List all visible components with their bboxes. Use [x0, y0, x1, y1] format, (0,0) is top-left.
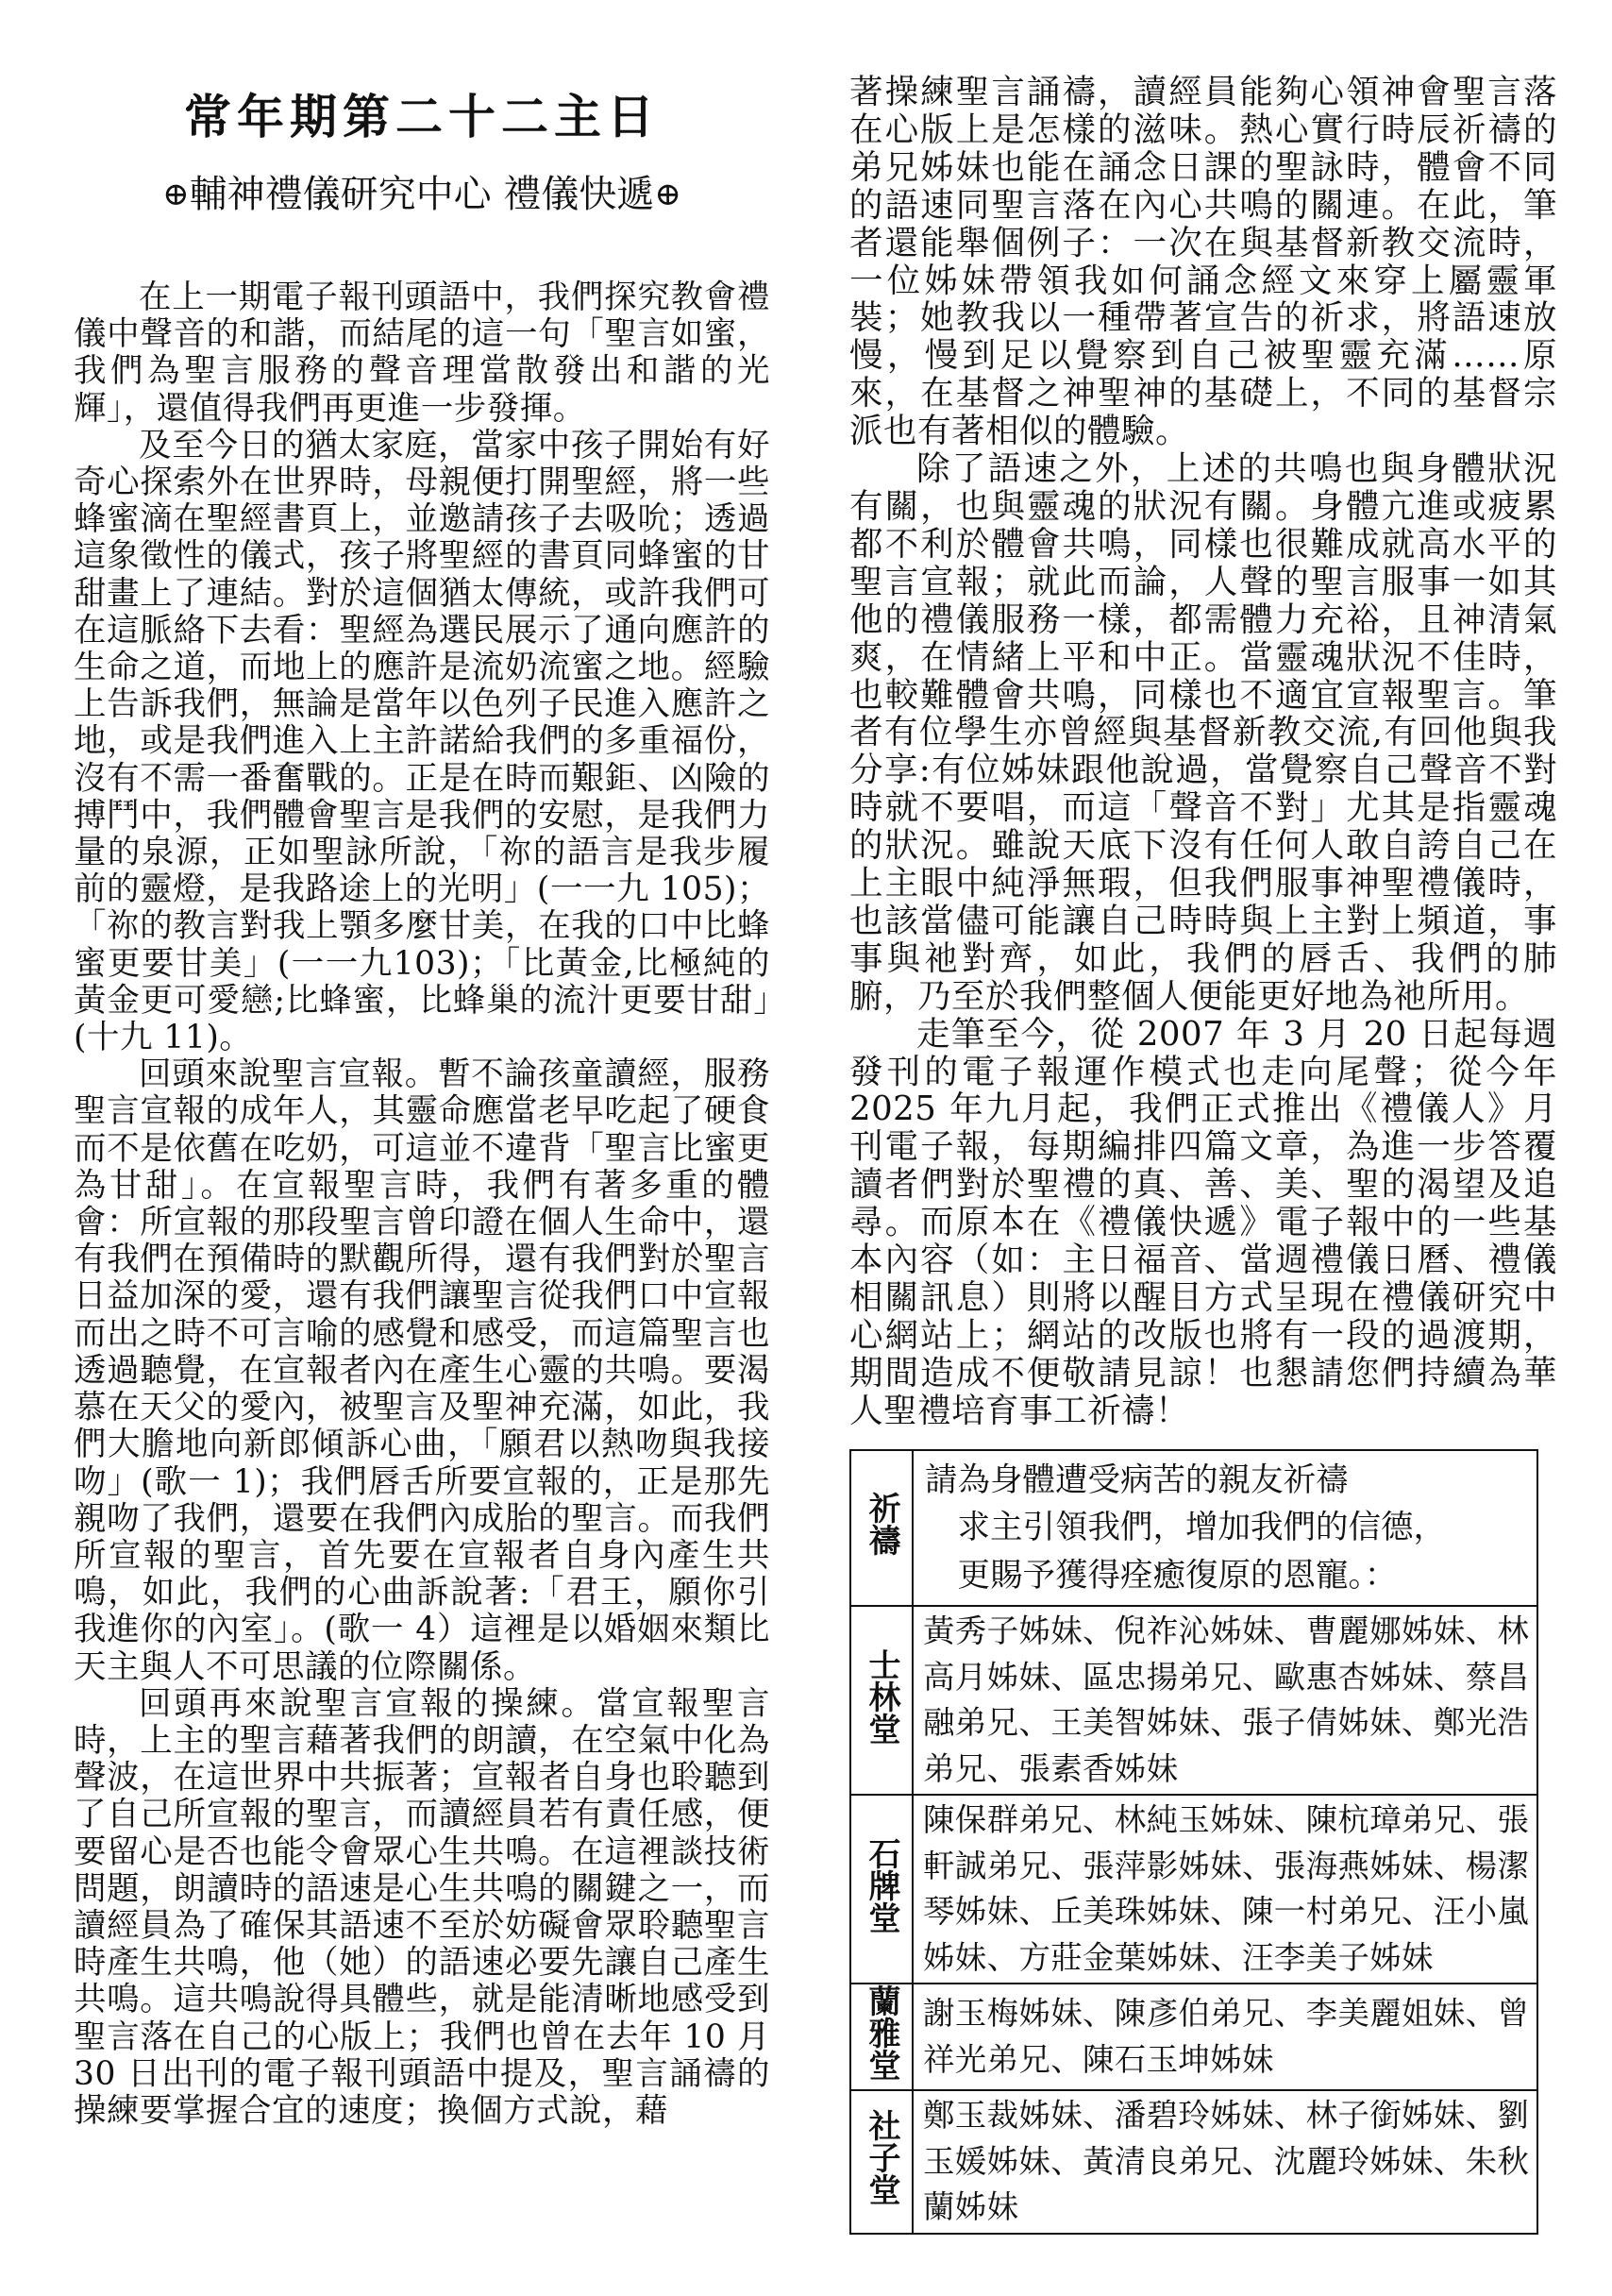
prayer-table: [849, 1449, 1538, 2235]
prayer-intro-line: 更賜予獲得痊癒復原的恩寵。：: [957, 1556, 1398, 1595]
church-name: 社子堂: [863, 2109, 900, 2206]
church-prayer-names: 謝玉梅姊妹、陳彥伯弟兄、李美麗姐妹、曾祥光弟兄、陳石玉坤姊妹: [913, 1984, 1537, 2090]
church-name-cell: [850, 2090, 913, 2234]
article-paragraph: 走筆至今，從 2007 年 3 月 20 日起每週發刊的電子報運作模式也走向尾聲；從今年 2025 年九月起，我們正式推出《禮儀人》月刊電子報，每期編排四篇文章，為進一步答覆讀者們對於聖禮的真、善、美、聖的渴望及追尋。而原本在《禮儀快遞》電子報中的一些基本內容（如：主日福音、當週禮儀日曆、禮儀相關訊息）則將以醒目方式呈現在禮儀研究中心網站上；網站的改版也將有一段的過渡期，期間造成不便敬請見諒！也懇請您們持續為華人聖禮培育事工祈禱！: [849, 1014, 1557, 1430]
church-row: [850, 2090, 1537, 2234]
prayer-label-text: 祈禱: [863, 1491, 900, 1556]
church-name-cell: [850, 1795, 913, 1984]
page-title: 常年期第二十二主日: [184, 89, 660, 144]
left-column: [74, 83, 770, 2130]
prayer-intro-line: 請為身體遭受病苦的親友祈禱: [925, 1460, 1349, 1499]
church-name-cell: [850, 1984, 913, 2090]
cross-circle-icon: ⊕: [654, 176, 681, 213]
church-row: [850, 1795, 1537, 1984]
church-name-cell: [850, 1606, 913, 1795]
church-name: 蘭雅堂: [863, 1984, 900, 2082]
article-paragraph: 回頭來說聖言宣報。暫不論孩童讀經，服務聖言宣報的成年人，其靈命應當老早吃起了硬食而不是依舊在吃奶，可這並不違背「聖言比蜜更為甘甜」。在宣報聖言時，我們有著多重的體會：所宣報的那段聖言曾印證在個人生命中，還有我們在預備時的默觀所得，還有我們對於聖言日益加深的愛，還有我們讓聖言從我們口中宣報而出之時不可言喻的感覺和感受，而這篇聖言也透過聽覺，在宣報者內在產生心靈的共鳴。要渴慕在天父的愛內，被聖言及聖神充滿，如此，我們大膽地向新郎傾訴心曲，「願君以熱吻與我接吻」(歌一 1)；我們唇舌所要宣報的，正是那先親吻了我們，還要在我們內成胎的聖言。而我們所宣報的聖言，首先要在宣報者自身內產生共鳴，如此，我們的心曲訴說著:「君王，願你引我進你的內室」。(歌一 4）這裡是以婚姻來類比天主與人不可思議的位際關係。: [74, 1055, 770, 1686]
page-subtitle: [74, 166, 770, 223]
article-body-right: [849, 74, 1557, 1430]
church-prayer-names: 陳保群弟兄、林純玉姊妹、陳杭璋弟兄、張軒誠弟兄、張萍影姊妹、張海燕姊妹、楊潔琴姊妹、丘美珠姊妹、陳一村弟兄、汪小嵐姊妹、方莊金葉姊妹、汪李美子姊妹: [913, 1795, 1537, 1984]
prayer-intro: [913, 1450, 1537, 1607]
church-row: [850, 1984, 1537, 2090]
article-paragraph: 著操練聖言誦禱，讀經員能夠心領神會聖言落在心版上是怎樣的滋味。熱心實行時辰祈禱的弟兄姊妹也能在誦念日課的聖詠時，體會不同的語速同聖言落在內心共鳴的關連。在此，筆者還能舉個例子：一次在與基督新教交流時，一位姊妹帶領我如何誦念經文來穿上屬靈軍裝；她教我以一種帶著宣告的祈求，將語速放慢，慢到足以覺察到自己被聖靈充滿……原來，在基督之神聖神的基礎上，不同的基督宗派也有著相似的體驗。: [849, 73, 1557, 451]
right-column: [849, 74, 1557, 2235]
cross-circle-icon: ⊕: [162, 176, 190, 213]
article-body-left: [74, 279, 770, 2130]
article-paragraph: 除了語速之外，上述的共鳴也與身體狀況有關，也與靈魂的狀況有關。身體亢進或疲累都不利於體會共鳴，同樣也很難成就高水平的聖言宣報；就此而論，人聲的聖言服事一如其他的禮儀服務一樣，都需體力充裕，且神清氣爽，在情緒上平和中正。當靈魂狀況不佳時，也較難體會共鳴，同樣也不適宜宣報聖言。筆者有位學生亦曾經與基督新教交流,有回他與我分享:有位姊妹跟他說過，當覺察自己聲音不對時就不要唱，而這「聲音不對」尤其是指靈魂的狀況。雖說天底下沒有任何人敢自誇自己在上主眼中純淨無瑕，但我們服事神聖禮儀時，也該當儘可能讓自己時時與上主對上頻道，事事與祂對齊，如此，我們的唇舌、我們的肺腑，乃至於我們整個人便能更好地為祂所用。: [849, 449, 1557, 1016]
church-prayer-names: 鄭玉裁姊妹、潘碧玲姊妹、林子銜姊妹、劉玉媛姊妹、黃清良弟兄、沈麗玲姊妹、朱秋蘭姊妹: [913, 2090, 1537, 2234]
subtitle-text: 輔神禮儀研究中心 禮儀快遞: [189, 173, 655, 216]
church-prayer-names: 黃秀子姊妹、倪祚沁姊妹、曹麗娜姊妹、林高月姊妹、區忠揚弟兄、歐惠杏姊妹、蔡昌融弟兄、王美智姊妹、張子倩姊妹、鄭光浩弟兄、張素香姊妹: [913, 1606, 1537, 1795]
article-paragraph: 及至今日的猶太家庭，當家中孩子開始有好奇心探索外在世界時，母親便打開聖經，將一些蜂蜜滴在聖經書頁上，並邀請孩子去吸吮；透過這象徵性的儀式，孩子將聖經的書頁同蜂蜜的甘甜畫上了連結。對於這個猶太傳統，或許我們可在這脈絡下去看：聖經為選民展示了通向應許的生命之道，而地上的應許是流奶流蜜之地。經驗上告訴我們，無論是當年以色列子民進入應許之地，或是我們進入上主許諾給我們的多重福份，沒有不需一番奮戰的。正是在時而艱鉅、凶險的搏鬥中，我們體會聖言是我們的安慰，是我們力量的泉源，正如聖詠所說，「祢的語言是我步履前的靈燈，是我路途上的光明」(一一九 105)；「祢的教言對我上顎多麼甘美，在我的口中比蜂蜜更要甘美」(一一九103)；「比黃金,比極純的黃金更可愛戀;比蜂蜜，比蜂巢的流汁更要甘甜」(十九 11)。: [74, 426, 770, 1057]
church-name: 士林堂: [863, 1647, 900, 1745]
church-name: 石牌堂: [863, 1836, 900, 1933]
prayer-label: [850, 1450, 913, 1607]
article-paragraph: 在上一期電子報刊頭語中，我們探究教會禮儀中聲音的和諧，而結尾的這一句「聖言如蜜，我們為聖言服務的聲音理當散發出和諧的光輝」，還值得我們再更進一步發揮。: [74, 279, 770, 428]
article-paragraph: 回頭再來說聖言宣報的操練。當宣報聖言時，上主的聖言藉著我們的朗讀，在空氣中化為聲波，在這世界中共振著；宣報者自身也聆聽到了自己所宣報的聖言，而讀經員若有責任感，便要留心是否也能令會眾心生共鳴。在這裡談技術問題，朗讀時的語速是心生共鳴的關鍵之一，而讀經員為了確保其語速不至於妨礙會眾聆聽聖言時產生共鳴，他（她）的語速必要先讓自己產生共鳴。這共鳴說得具體些，就是能清晰地感受到聖言落在自己的心版上；我們也曾在去年 10 月 30 日出刊的電子報刊頭語中提及，聖言誦禱的操練要掌握合宜的速度；換個方式說，藉: [74, 1684, 770, 2130]
prayer-intro-line: 求主引領我們，增加我們的信德，: [957, 1509, 1446, 1547]
church-row: [850, 1606, 1537, 1795]
prayer-intro-row: [850, 1450, 1537, 1607]
